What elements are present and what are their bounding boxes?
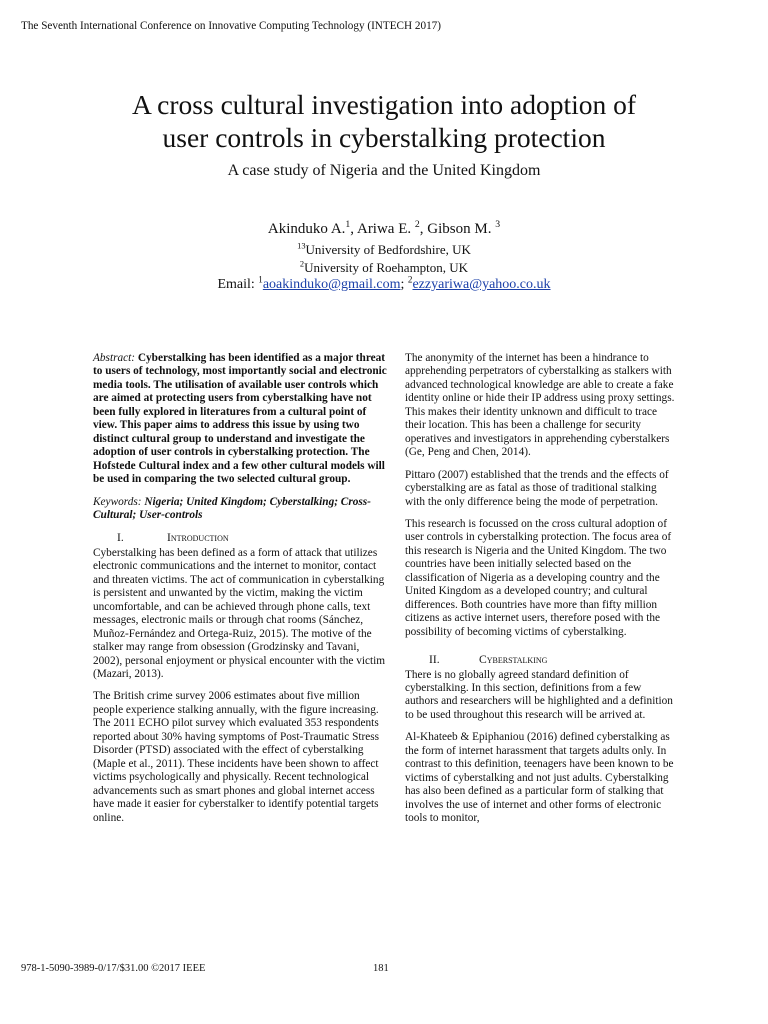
keywords-label: Keywords: bbox=[93, 495, 145, 508]
paper-title bbox=[0, 88, 768, 154]
abstract-label: Abstract: bbox=[93, 352, 138, 364]
author-3-affil: 3 bbox=[495, 219, 501, 230]
conference-header: The Seventh International Conference on Innovative Computing Technology (INTECH 2017) bbox=[21, 20, 441, 32]
cyberstalking-paragraph-1: There is no globally agreed standard definition of cyberstalking. In this section, definitions from a few authors and researchers will be highlighted and a definition to be used throughout this research will be arrived at. bbox=[405, 668, 673, 721]
section-title: Introduction bbox=[167, 531, 229, 545]
paper-title-line-2: user controls in cyberstalking protection bbox=[162, 122, 606, 153]
author-list bbox=[0, 221, 768, 238]
intro-paragraph-3: The anonymity of the internet has been a hindrance to apprehending perpetrators of cyberstalking as stalkers with advanced technological knowledge are able to create a fake identity online or hide their IP address using proxy settings. This makes their identity unknown and difficult to trace their location. This has been a challenge for security operatives and investigators in apprehending cyberstalkers (Ge, Peng and Chen, 2014). bbox=[405, 352, 675, 459]
email-1-link[interactable]: aoakinduko@gmail.com bbox=[262, 277, 401, 292]
paper-title-line-1: A cross cultural investigation into adoption of bbox=[131, 89, 637, 120]
paper-subtitle: A case study of Nigeria and the United Kingdom bbox=[227, 162, 541, 179]
email-1-sup: 1 bbox=[258, 274, 263, 285]
affiliation-1-text: University of Bedfordshire, UK bbox=[305, 242, 471, 257]
author-1: Akinduko A. bbox=[267, 221, 346, 237]
section-number: I. bbox=[117, 531, 124, 545]
section-title: Cyberstalking bbox=[479, 653, 548, 667]
author-3: Gibson M. bbox=[427, 221, 492, 237]
author-2-affil: 2 bbox=[414, 219, 420, 230]
section-heading-introduction bbox=[93, 531, 388, 544]
author-separator: , bbox=[350, 221, 357, 237]
email-line bbox=[0, 274, 768, 293]
footer-copyright: 978-1-5090-3989-0/17/$31.00 ©2017 IEEE bbox=[21, 963, 206, 974]
email-label: Email: bbox=[217, 277, 259, 292]
abstract-text: Cyberstalking has been identified as a major threat to users of technology, most importantly social and electronic media tools. The utilisation of available user controls which are aimed at protecting users from cyberstalking have not been fully explored in literatures from a cultural point of view. This paper aims to address this issue by using two distinct cultural group to understand and investigate the adoption of user controls in cyberstalking protection. The Hofstede Cultural index and a few other cultural models will be used in comparing the two selected cultural group. bbox=[93, 352, 387, 486]
intro-paragraph-1: Cyberstalking has been defined as a form of attack that utilizes electronic communications and the internet to monitor, contact and threaten victims. The act of communication in cyberstalking is persistent and unwanted by the victim, making the victim uncomfortable, and can be achieved through phone calls, text messages, electronic mails or through chat rooms (Sánchez, Muñoz-Fernández and Ortega-Ruiz, 2015). The motive of the stalker may range from obsession (Grodzinsky and Tavani, 2002), personal enjoyment or physical encounter with the victim (Mazari, 2013). bbox=[93, 546, 386, 680]
page-number: 181 bbox=[373, 963, 389, 974]
affiliation-2 bbox=[0, 260, 768, 276]
intro-paragraph-2: The British crime survey 2006 estimates about five million people experience stalking annually, with the figure increasing. The 2011 ECHO pilot survey which evaluated 353 respondents reported about 30% having symptoms of Post-Traumatic Stress Disorder (PTSD) associated with the effect of cyberstalking (Maple et al., 2011). These incidents have been shown to affect victims psychologically and physically. Recent technological advancements such as smart phones and global internet access have made it easier for cyberstalker to identify potential targets online. bbox=[93, 690, 380, 824]
keywords bbox=[93, 496, 388, 523]
intro-paragraph-5: This research is focussed on the cross cultural adoption of user controls in cyberstalking protection. The focus area of this research is Nigeria and the United Kingdom. The two countries have been initially selected based on the classification of Nigeria as a developing country and the United Kingdom as a developed country; and cultural differences. Both countries have more than fifty million citizens as active internet users, therefore posed with the possibility of becoming victims of cyberstalking. bbox=[405, 517, 672, 638]
abstract bbox=[93, 352, 388, 487]
email-separator: ; bbox=[400, 277, 408, 292]
email-2-link[interactable]: ezzyariwa@yahoo.co.uk bbox=[412, 277, 551, 292]
author-2: Ariwa E. bbox=[356, 221, 412, 237]
author-separator: , bbox=[419, 221, 428, 237]
affiliation-2-text: University of Roehampton, UK bbox=[304, 260, 469, 275]
affiliation-1-sup: 13 bbox=[297, 240, 306, 251]
left-column bbox=[93, 352, 388, 834]
email-2-sup: 2 bbox=[407, 274, 413, 285]
affiliation-2-sup: 2 bbox=[299, 258, 305, 269]
intro-paragraph-4: Pittaro (2007) established that the trends and the effects of cyberstalking are as fatal as those of traditional stalking with the only difference being the mode of perpetration. bbox=[405, 468, 669, 508]
section-number: II. bbox=[429, 653, 440, 667]
author-1-affil: 1 bbox=[345, 219, 351, 230]
keywords-text: Nigeria; United Kingdom; Cyberstalking; Cross-Cultural; User-controls bbox=[93, 495, 371, 521]
right-column bbox=[405, 352, 675, 835]
affiliation-1 bbox=[0, 242, 768, 258]
cyberstalking-paragraph-2: Al-Khateeb & Epiphaniou (2016) defined cyberstalking as the form of internet harassment that targets adults only. In contrast to this definition, teenagers have been known to be victims of cyberstalking and not just adults. Cyberstalking has also been defined as a particular form of stalking that involves the use of internet and other forms of electronic tools to monitor, bbox=[405, 731, 674, 825]
section-heading-cyberstalking bbox=[405, 653, 675, 666]
